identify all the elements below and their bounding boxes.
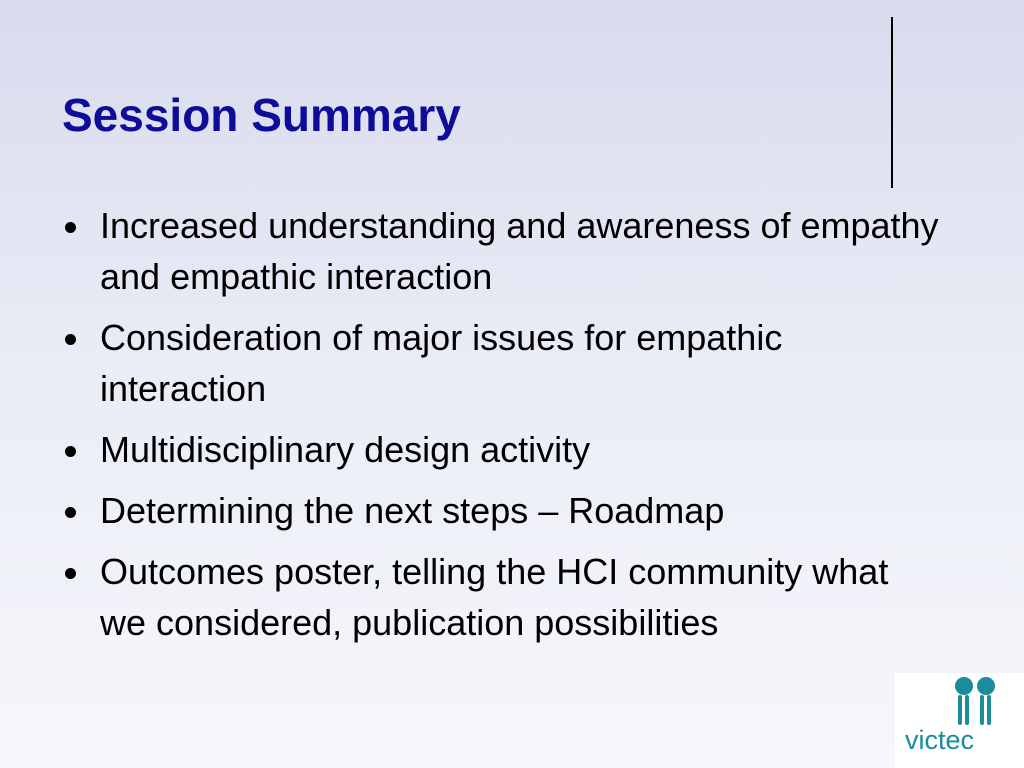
bullet-item [62, 485, 942, 536]
two-figures-icon [953, 677, 997, 727]
bullet-text: Outcomes poster, telling the HCI community what we considered, publication possibilities [100, 551, 889, 643]
bullet-text: Multidisciplinary design activity [100, 429, 591, 470]
bullet-text: Consideration of major issues for empathic interaction [100, 317, 783, 409]
slide-title: Session Summary [62, 89, 461, 141]
bullet-dot-icon [65, 334, 76, 345]
bullet-item [62, 546, 942, 648]
victec-logo [895, 673, 1024, 768]
bullet-item [62, 424, 942, 475]
bullet-list [62, 200, 942, 658]
vertical-divider [891, 17, 893, 188]
bullet-text: Increased understanding and awareness of empathy and empathic interaction [100, 205, 939, 297]
logo-text: victec [905, 725, 975, 755]
bullet-dot-icon [65, 507, 76, 518]
bullet-dot-icon [65, 568, 76, 579]
bullet-text: Determining the next steps – Roadmap [100, 490, 725, 531]
bullet-dot-icon [65, 222, 76, 233]
bullet-item [62, 200, 942, 302]
bullet-item [62, 312, 942, 414]
bullet-dot-icon [65, 446, 76, 457]
